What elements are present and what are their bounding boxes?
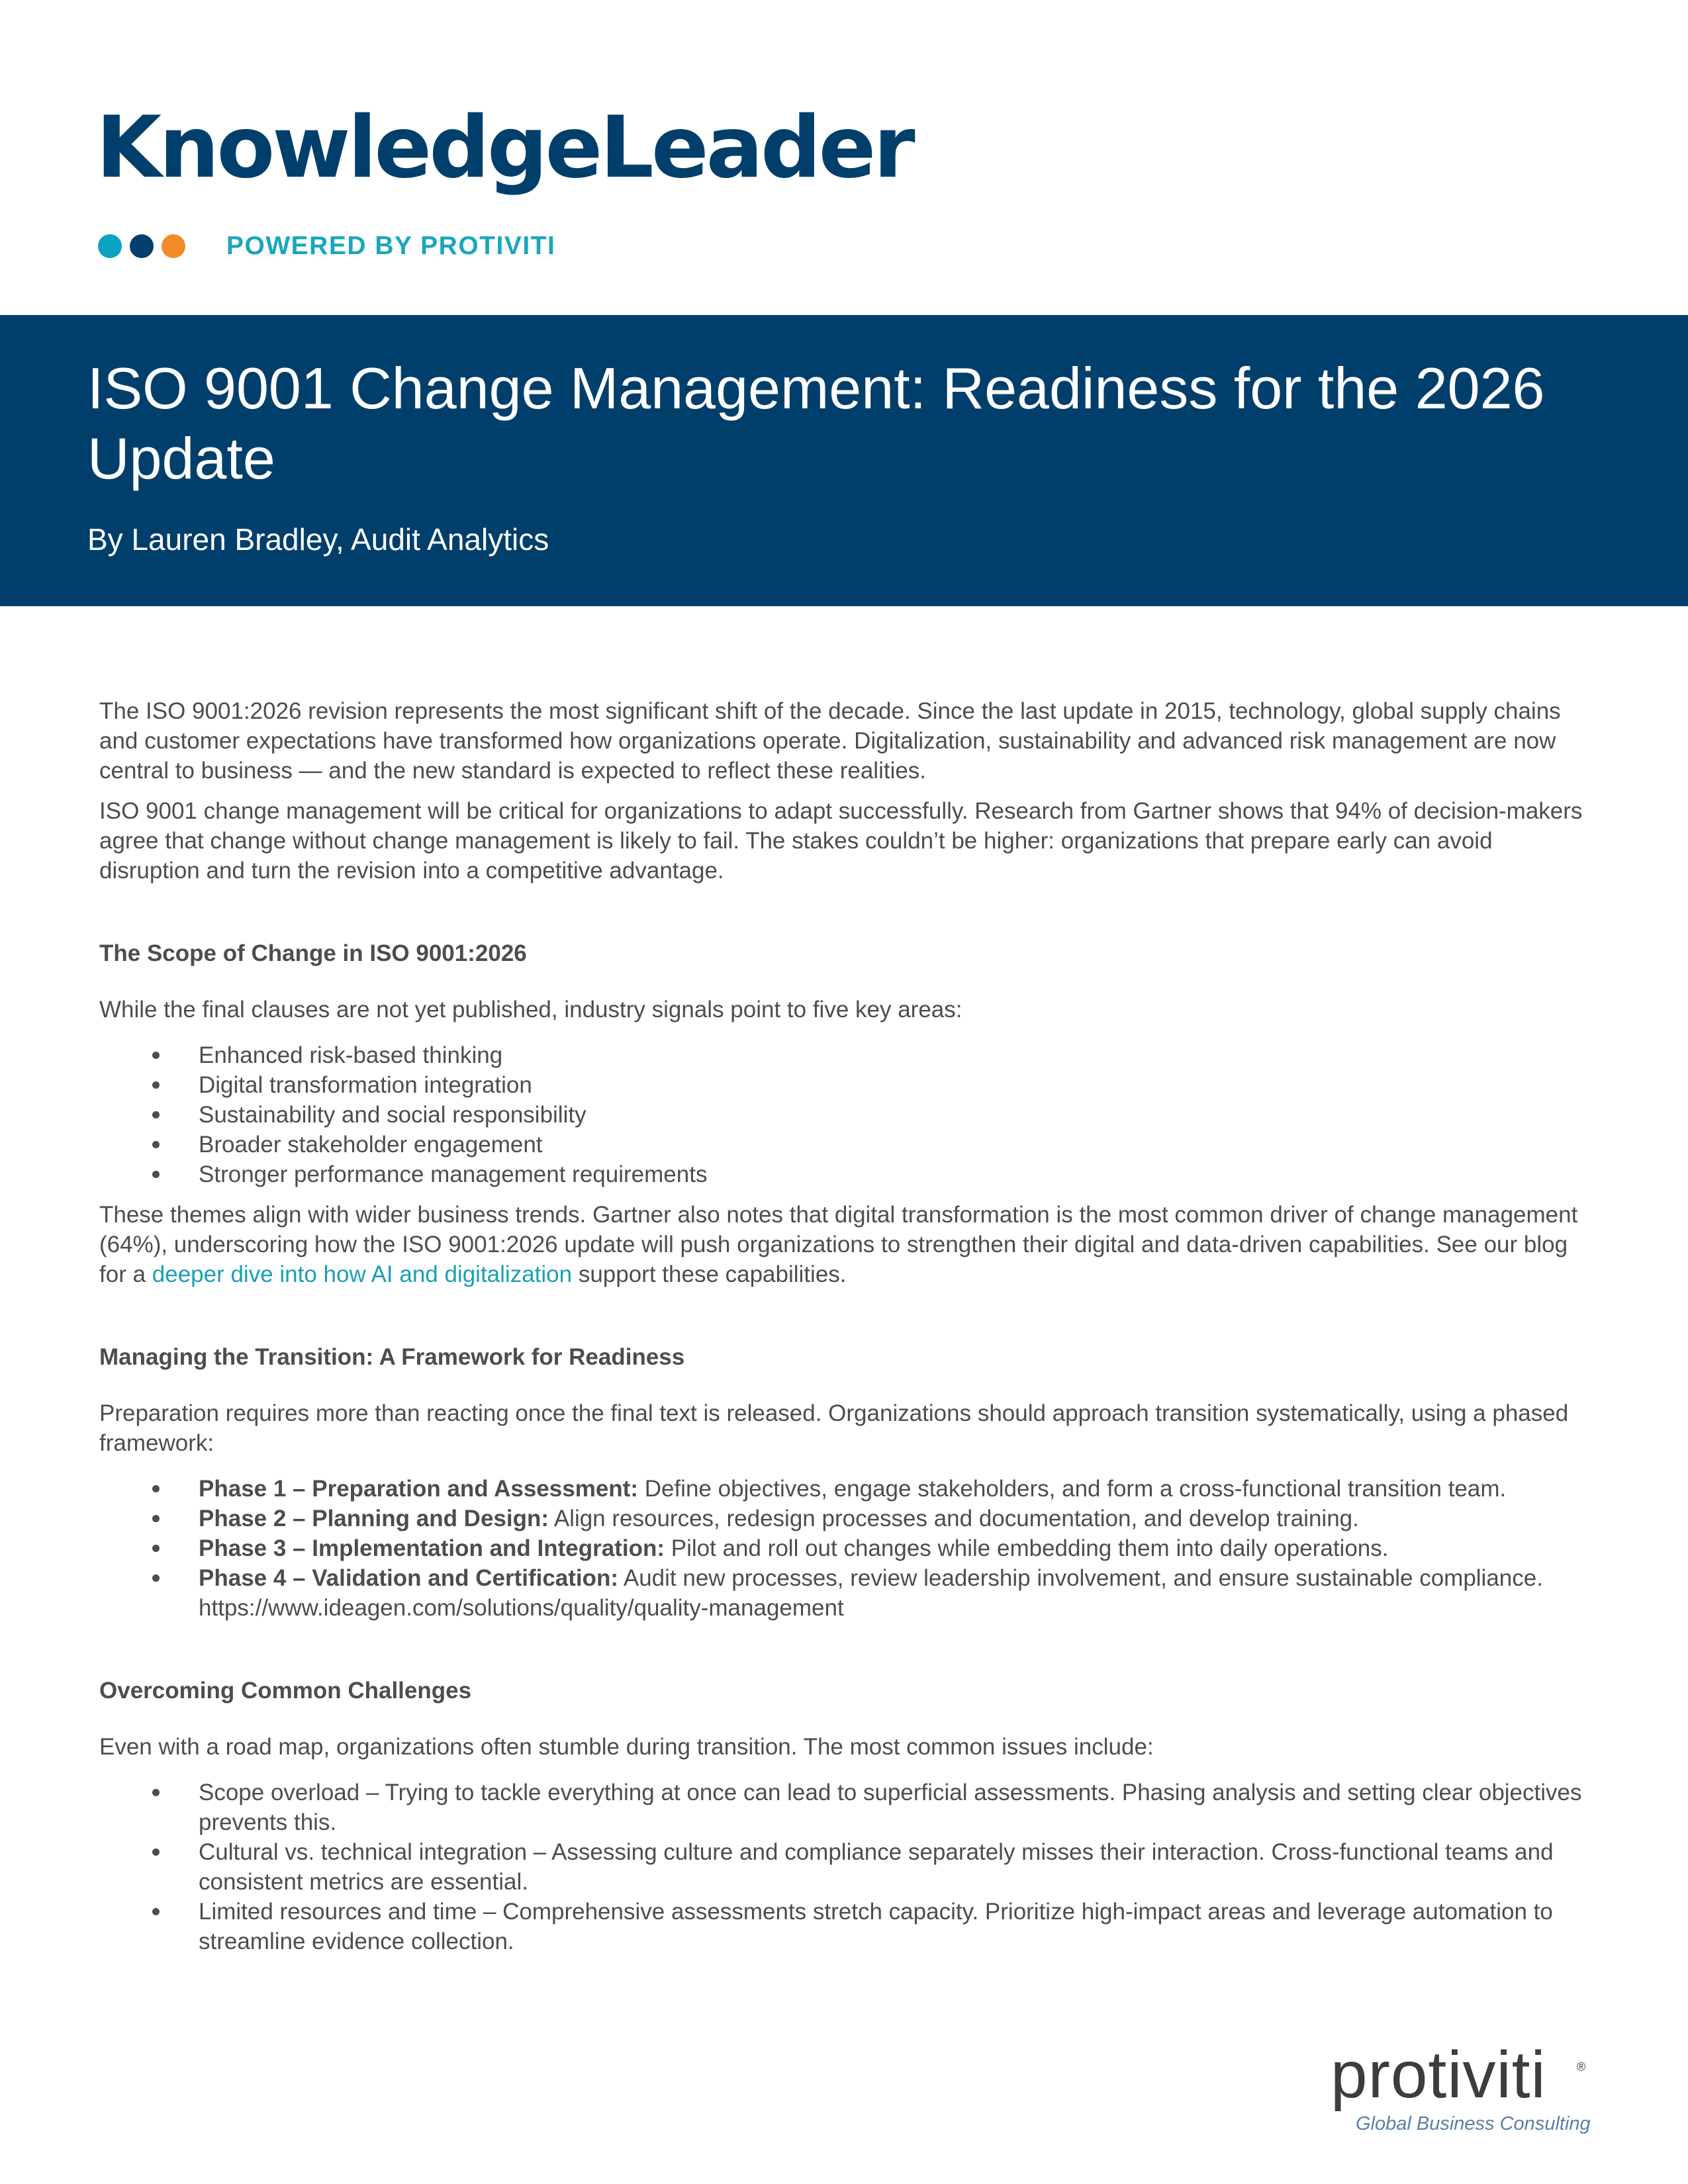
- list-item: Stronger performance management requirements: [152, 1160, 1589, 1189]
- phase-text: Define objectives, engage stakeholders, and form a cross-functional transition team.: [637, 1476, 1507, 1502]
- list-item: Cultural vs. technical integration – Assessing culture and compliance separately misses their interaction. Cross-functional teams and consistent metrics are essential.: [152, 1837, 1589, 1897]
- list-item: Broader stakeholder engagement: [152, 1130, 1589, 1160]
- phase-item: [152, 1474, 1589, 1504]
- followup-text: These themes align with wider business trends. Gartner also notes that digital transformation is the most common driver of change management (64%), underscoring how the ISO 9001:2026 update will push organizations to strengthen their digital and data-driven capabilities. See our blog for a: [99, 1202, 1578, 1287]
- registered-mark: ®: [1577, 2060, 1586, 2073]
- author-byline: By Lauren Bradley, Audit Analytics: [87, 522, 549, 557]
- phase-label: Phase 4 – Validation and Certification:: [199, 1565, 619, 1591]
- list-item: Limited resources and time – Comprehensive assessments stretch capacity. Prioritize high-impact areas and leverage automation to streamline evidence collection.: [152, 1897, 1589, 1956]
- phase-label: Phase 1 – Preparation and Assessment:: [199, 1476, 638, 1502]
- list-item: Enhanced risk-based thinking: [152, 1040, 1589, 1070]
- knowledgeleader-logo: KnowledgeLeader: [96, 99, 913, 197]
- section-heading-scope: The Scope of Change in ISO 9001:2026: [99, 940, 527, 966]
- list-item: Digital transformation integration: [152, 1070, 1589, 1100]
- scope-list: [152, 1040, 1589, 1189]
- intro-paragraph-2: ISO 9001 change management will be critical for organizations to adapt successfully. Research from Gartner shows that 94% of decision-makers agree that change without change management is likely to fail. The stakes couldn’t be higher: organizations that prepare early can avoid disruption and turn the revision into a competitive advantage.: [99, 798, 1583, 884]
- phase-text: Audit new processes, review leadership involvement, and ensure sustainable compliance. https://www.ideagen.com/solutions/quality/quality-management: [199, 1565, 1543, 1621]
- challenges-lead: Even with a road map, organizations often stumble during transition. The most common issues include:: [99, 1734, 1154, 1760]
- powered-by-row: [98, 232, 555, 261]
- protiviti-tagline: Global Business Consulting: [1356, 2113, 1591, 2134]
- challenges-list: [152, 1778, 1589, 1956]
- intro-paragraph-1: The ISO 9001:2026 revision represents the most significant shift of the decade. Since the last update in 2015, technology, global supply chains and customer expectations have transformed how organizations operate. Digitalization, sustainability and advanced risk management are now central to business — and the new standard is expected to reflect these realities.: [99, 698, 1561, 784]
- list-item: Scope overload – Trying to tackle everything at once can lead to superficial assessments. Phasing analysis and setting clear objectives prevents this.: [152, 1778, 1589, 1837]
- document-title: ISO 9001 Change Management: Readiness for the 2026 Update: [87, 355, 1545, 491]
- title-banner: [0, 315, 1688, 606]
- phase-label: Phase 3 – Implementation and Integration:: [199, 1535, 665, 1561]
- navy-dot-icon: [130, 234, 154, 258]
- scope-lead: While the final clauses are not yet published, industry signals point to five key areas:: [99, 997, 962, 1023]
- phase-item: [152, 1563, 1589, 1623]
- article-body: [99, 696, 1589, 1956]
- powered-by-label: POWERED BY PROTIVITI: [226, 232, 556, 260]
- list-item: Sustainability and social responsibility: [152, 1100, 1589, 1130]
- phase-text: Align resources, redesign processes and documentation, and develop training.: [549, 1506, 1359, 1531]
- phase-list: [152, 1474, 1589, 1623]
- ai-digitalization-link[interactable]: deeper dive into how AI and digitalization: [152, 1261, 573, 1287]
- phase-text: Pilot and roll out changes while embedding them into daily operations.: [665, 1535, 1389, 1561]
- section-heading-challenges: Overcoming Common Challenges: [99, 1678, 472, 1704]
- orange-dot-icon: [162, 234, 185, 258]
- masthead: [0, 0, 1688, 315]
- framework-lead: Preparation requires more than reacting once the final text is released. Organizations should approach transition systematically, using a phased framework:: [99, 1400, 1569, 1456]
- protiviti-wordmark: protiviti: [1331, 2038, 1546, 2112]
- scope-followup: [99, 1200, 1589, 1289]
- section-heading-framework: Managing the Transition: A Framework for Readiness: [99, 1344, 685, 1370]
- followup-text-end: support these capabilities.: [572, 1261, 847, 1287]
- phase-item: [152, 1533, 1589, 1563]
- phase-item: [152, 1504, 1589, 1533]
- protiviti-logo: [1331, 2038, 1595, 2141]
- phase-label: Phase 2 – Planning and Design:: [199, 1506, 549, 1531]
- teal-dot-icon: [98, 234, 122, 258]
